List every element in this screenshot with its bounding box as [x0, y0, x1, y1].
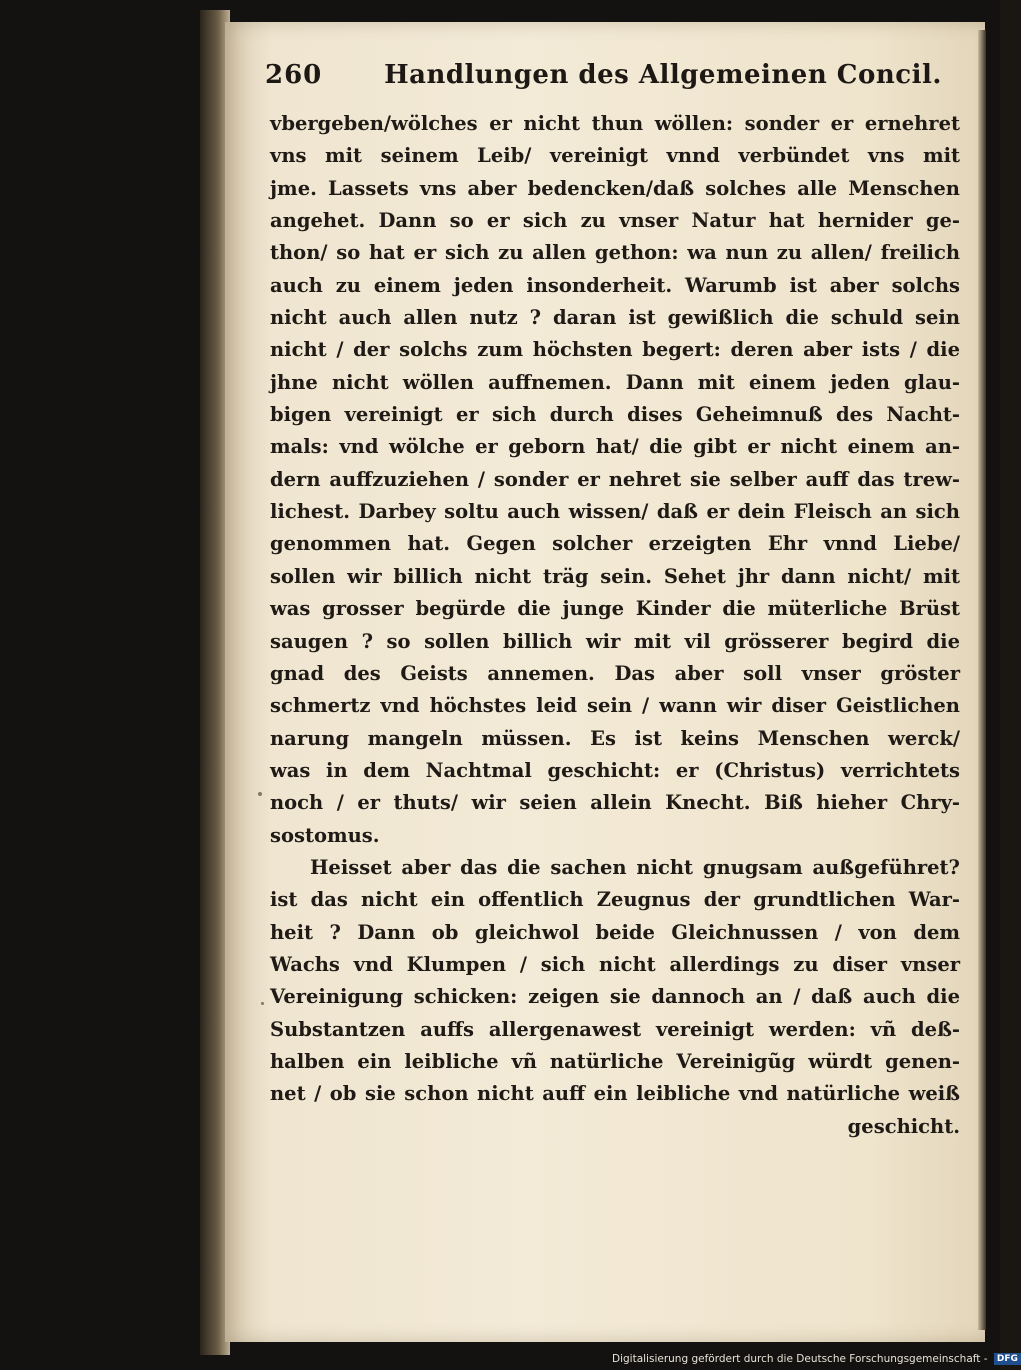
- text-line: mals: vnd wölche er geborn hat/ die gibt er nicht einem an-: [270, 435, 960, 459]
- digitization-credit: [612, 1353, 1021, 1369]
- text-line: was in dem Nachtmal geschicht: er (Christus) verrichtets: [270, 758, 960, 782]
- text-line: vbergeben/wölches er nicht thun wöllen: sonder er ernehret: [270, 112, 960, 135]
- text-line: nicht / der solchs zum höchsten begert: deren aber ists / die: [270, 338, 960, 362]
- text-line: Substantzen auffs allergenawest vereinigt werden: vñ deß-: [270, 1017, 960, 1041]
- paragraph-start-line: Heisset aber das die sachen nicht gnugsam außgeführet?: [310, 855, 960, 879]
- paper-speck: [258, 792, 262, 796]
- text-line: angehet. Dann so er sich zu vnser Natur hat hernider ge-: [270, 209, 960, 233]
- text-line: nicht auch allen nutz ? daran ist gewißlich die schuld sein: [270, 306, 960, 330]
- text-line: heit ? Dann ob gleichwol beide Gleichnussen / von dem: [270, 920, 960, 944]
- page-number: 260: [265, 60, 323, 90]
- text-line: sollen wir billich nicht träg sein. Sehet jhr dann nicht/ mit: [270, 564, 960, 588]
- text-line: auch zu einem jeden insonderheit. Warumb ist aber solchs: [270, 273, 960, 297]
- text-line: Wachs vnd Klumpen / sich nicht allerdings zu diser vnser: [270, 952, 960, 976]
- text-line: saugen ? so sollen billich wir mit vil grösserer begird die: [270, 629, 960, 653]
- text-line: ist das nicht ein offentlich Zeugnus der grundtlichen War-: [270, 888, 960, 912]
- paper-speck: [261, 1002, 264, 1005]
- text-line: halben ein leibliche vñ natürliche Vereinigũg würdt genen-: [270, 1049, 960, 1073]
- text-line: sostomus.: [270, 823, 380, 847]
- text-line: genommen hat. Gegen solcher erzeigten Ehr vnnd Liebe/: [270, 532, 960, 556]
- page-edge: [978, 30, 986, 1330]
- running-head: Handlungen des Allgemeinen Concil.: [384, 60, 942, 90]
- final-line: geschicht.: [847, 1114, 960, 1138]
- text-line: narung mangeln müssen. Es ist keins Menschen werck/: [270, 726, 960, 750]
- text-line: net / ob sie schon nicht auff ein leibliche vnd natürliche weiß: [270, 1082, 960, 1106]
- body-text: [270, 108, 960, 1143]
- text-line: Vereinigung schicken: zeigen sie dannoch an / daß auch die: [270, 985, 960, 1009]
- text-line: jme. Lassets vns aber bedencken/daß solches alle Menschen: [270, 176, 960, 200]
- page-header: [265, 60, 965, 106]
- text-line: thon/ so hat er sich zu allen gethon: wa nun zu allen/ freilich: [270, 241, 960, 265]
- text-line: jhne nicht wöllen auffnemen. Dann mit einem jeden glau-: [270, 370, 960, 394]
- text-line: bigen vereinigt er sich durch dises Geheimnuß des Nacht-: [270, 403, 960, 427]
- text-line: schmertz vnd höchstes leid sein / wann wir diser Geistlichen: [270, 694, 960, 718]
- credit-text: Digitalisierung gefördert durch die Deutsche Forschungsgemeinschaft -: [612, 1353, 988, 1365]
- text-line: gnad des Geists annemen. Das aber soll vnser gröster: [270, 661, 960, 685]
- text-line: vns mit seinem Leib/ vereinigt vnnd verbündet vns mit: [270, 144, 960, 168]
- text-line: noch / er thuts/ wir seien allein Knecht. Biß hieher Chry-: [270, 791, 960, 815]
- text-line: lichest. Darbey soltu auch wissen/ daß er dein Fleisch an sich: [270, 500, 960, 524]
- dfg-logo: DFG: [994, 1353, 1021, 1365]
- text-line: dern auffzuziehen / sonder er nehret sie selber auff das trew-: [270, 467, 960, 491]
- text-line: was grosser begürde die junge Kinder die müterliche Brüst: [270, 597, 960, 621]
